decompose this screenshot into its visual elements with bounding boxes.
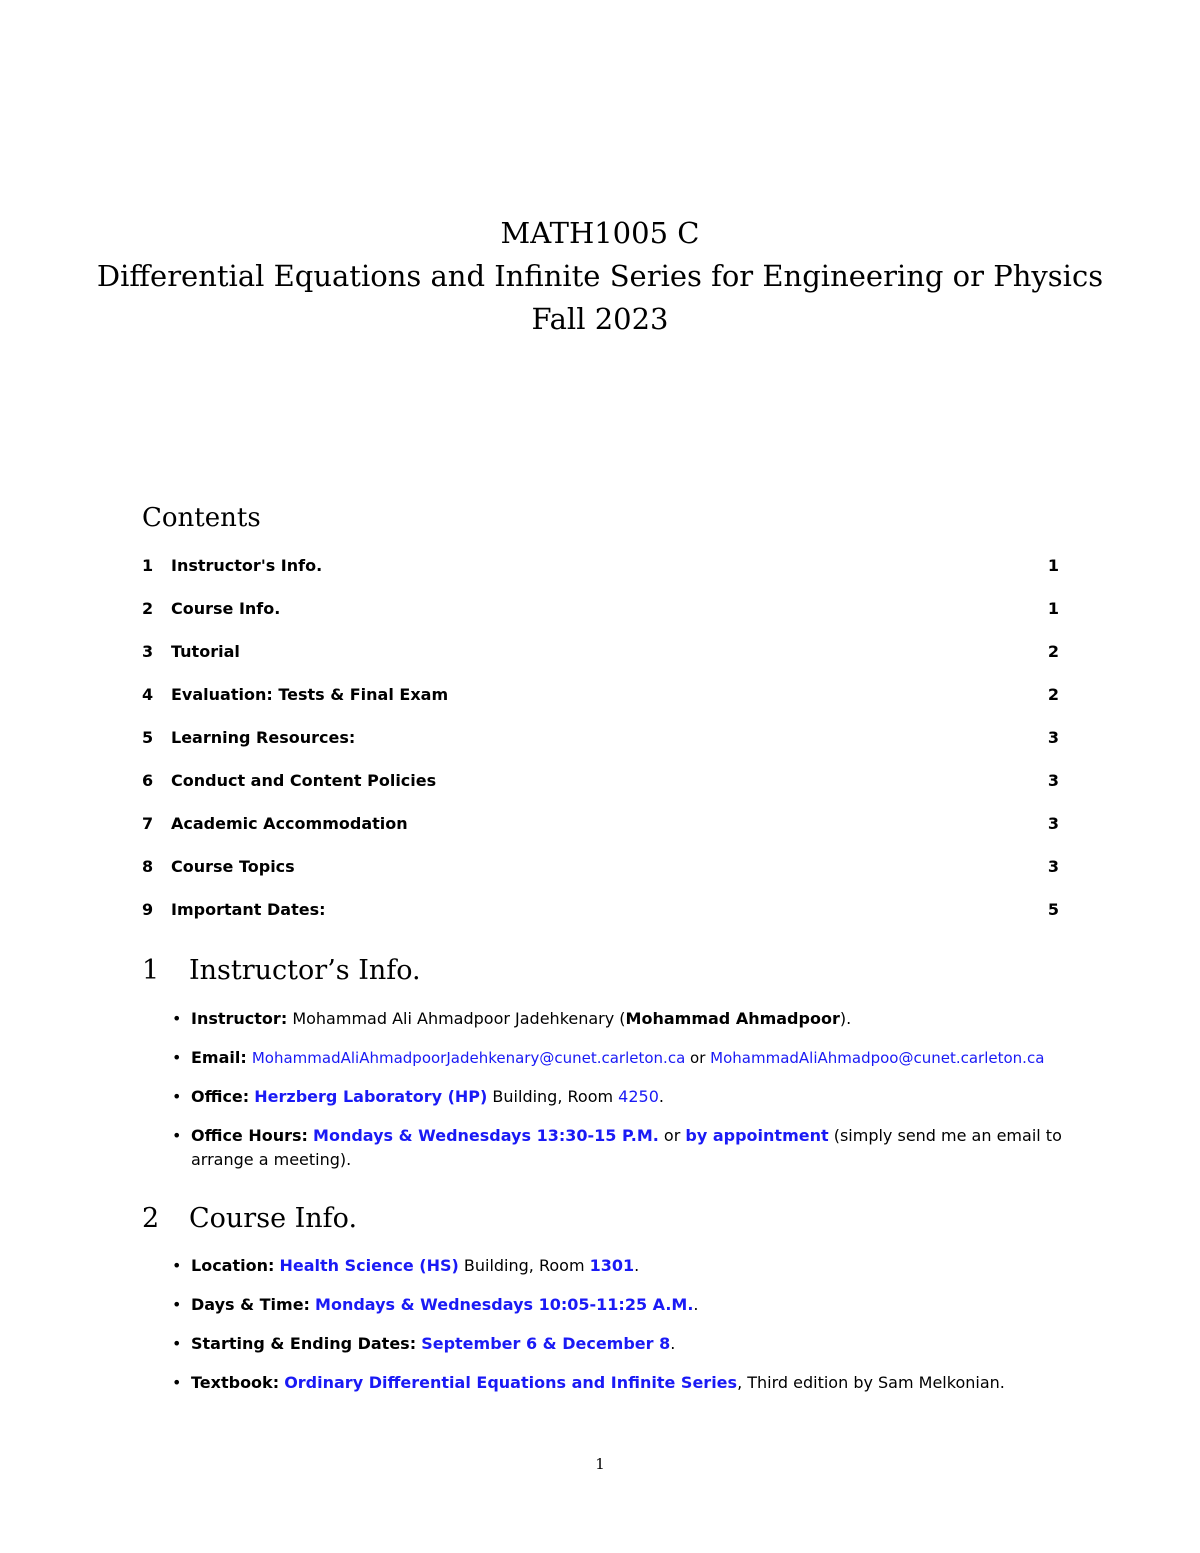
office-room-link[interactable]: 4250 (618, 1087, 659, 1106)
toc-entry[interactable] (142, 728, 1059, 771)
term-dates-link[interactable]: September 6 & December 8 (421, 1334, 671, 1353)
page-number: 1 (595, 1455, 605, 1473)
toc-number: 2 (142, 599, 154, 618)
appointment-link[interactable]: by appointment (685, 1126, 829, 1145)
toc-label: Important Dates: (171, 900, 326, 919)
list-item: • Textbook: Ordinary Differential Equations and Infinite Series, Third edition by Sam Melkonian. (172, 1371, 1071, 1395)
section-heading-instructor (142, 955, 421, 986)
table-of-contents (142, 556, 1059, 943)
section-heading-course (142, 1203, 357, 1234)
toc-entry[interactable] (142, 556, 1059, 599)
list-item: • Office: Herzberg Laboratory (HP) Building, Room 4250. (172, 1085, 1092, 1109)
toc-page: 3 (1047, 857, 1059, 876)
toc-label: Academic Accommodation (171, 814, 408, 833)
toc-label: Tutorial (171, 642, 240, 661)
toc-entry[interactable] (142, 685, 1059, 728)
location-building-link[interactable]: Health Science (HS) (279, 1256, 459, 1275)
toc-number: 3 (142, 642, 154, 661)
bullet-icon: • (172, 1373, 182, 1392)
toc-page: 1 (1047, 599, 1059, 618)
toc-label: Course Info. (171, 599, 281, 618)
toc-page: 3 (1047, 814, 1059, 833)
toc-number: 1 (142, 556, 154, 575)
list-item: • Location: Health Science (HS) Building, Room 1301. (172, 1254, 1092, 1278)
toc-number: 6 (142, 771, 154, 790)
bullet-icon: • (172, 1334, 182, 1353)
office-hours-link[interactable]: Mondays & Wednesdays 13:30-15 P.M. (313, 1126, 659, 1145)
toc-page: 3 (1047, 728, 1059, 747)
toc-label: Learning Resources: (171, 728, 356, 747)
toc-entry[interactable] (142, 814, 1059, 857)
location-room-link[interactable]: 1301 (589, 1256, 635, 1275)
email-link-secondary[interactable]: MohammadAliAhmadpoo@cunet.carleton.ca (710, 1049, 1045, 1067)
section-number: 1 (142, 955, 160, 986)
office-building-link[interactable]: Herzberg Laboratory (HP) (254, 1087, 488, 1106)
toc-number: 5 (142, 728, 154, 747)
toc-label: Instructor's Info. (171, 556, 323, 575)
course-name: Differential Equations and Infinite Series for Engineering or Physics (96, 259, 1104, 293)
list-item: • Office Hours: Mondays & Wednesdays 13:30-15 P.M. or by appointment (simply send me an email to arrange a meeting). (172, 1126, 1062, 1169)
toc-number: 4 (142, 685, 154, 704)
section-title: Course Info. (189, 1203, 358, 1234)
bullet-icon: • (172, 1126, 182, 1145)
class-time-link[interactable]: Mondays & Wednesdays 10:05-11:25 A.M. (315, 1295, 694, 1314)
list-item: • Days & Time: Mondays & Wednesdays 10:05-11:25 A.M.. (172, 1293, 1092, 1317)
list-item: • Email: MohammadAliAhmadpoorJadehkenary@cunet.carleton.ca or MohammadAliAhmadpoo@cunet.carleton.ca (172, 1046, 1092, 1070)
textbook-link[interactable]: Ordinary Differential Equations and Infinite Series (284, 1373, 738, 1392)
toc-entry[interactable] (142, 771, 1059, 814)
list-item: • Instructor: Mohammad Ali Ahmadpoor Jadehkenary (Mohammad Ahmadpoor). (172, 1007, 1092, 1031)
toc-number: 7 (142, 814, 154, 833)
course-info-list (172, 1254, 1092, 1410)
toc-number: 8 (142, 857, 154, 876)
bullet-icon: • (172, 1295, 182, 1314)
bullet-icon: • (172, 1009, 182, 1028)
course-code: MATH1005 C (500, 216, 700, 250)
toc-entry[interactable] (142, 599, 1059, 642)
toc-page: 2 (1047, 685, 1059, 704)
bullet-icon: • (172, 1048, 182, 1067)
toc-entry[interactable] (142, 900, 1059, 943)
bullet-icon: • (172, 1256, 182, 1275)
course-term: Fall 2023 (531, 302, 669, 336)
toc-number: 9 (142, 900, 154, 919)
instructor-info-list (172, 1007, 1092, 1187)
toc-page: 5 (1047, 900, 1059, 919)
contents-heading: Contents (142, 503, 261, 533)
toc-page: 2 (1047, 642, 1059, 661)
toc-page: 3 (1047, 771, 1059, 790)
email-link-primary[interactable]: MohammadAliAhmadpoorJadehkenary@cunet.carleton.ca (251, 1049, 686, 1067)
toc-page: 1 (1047, 556, 1059, 575)
document-title (0, 212, 1200, 341)
toc-label: Conduct and Content Policies (171, 771, 437, 790)
section-title: Instructor’s Info. (189, 955, 421, 986)
list-item: • Starting & Ending Dates: September 6 & December 8. (172, 1332, 1092, 1356)
bullet-icon: • (172, 1087, 182, 1106)
section-number: 2 (142, 1203, 160, 1234)
toc-label: Evaluation: Tests & Final Exam (171, 685, 449, 704)
toc-label: Course Topics (171, 857, 295, 876)
toc-entry[interactable] (142, 642, 1059, 685)
toc-entry[interactable] (142, 857, 1059, 900)
